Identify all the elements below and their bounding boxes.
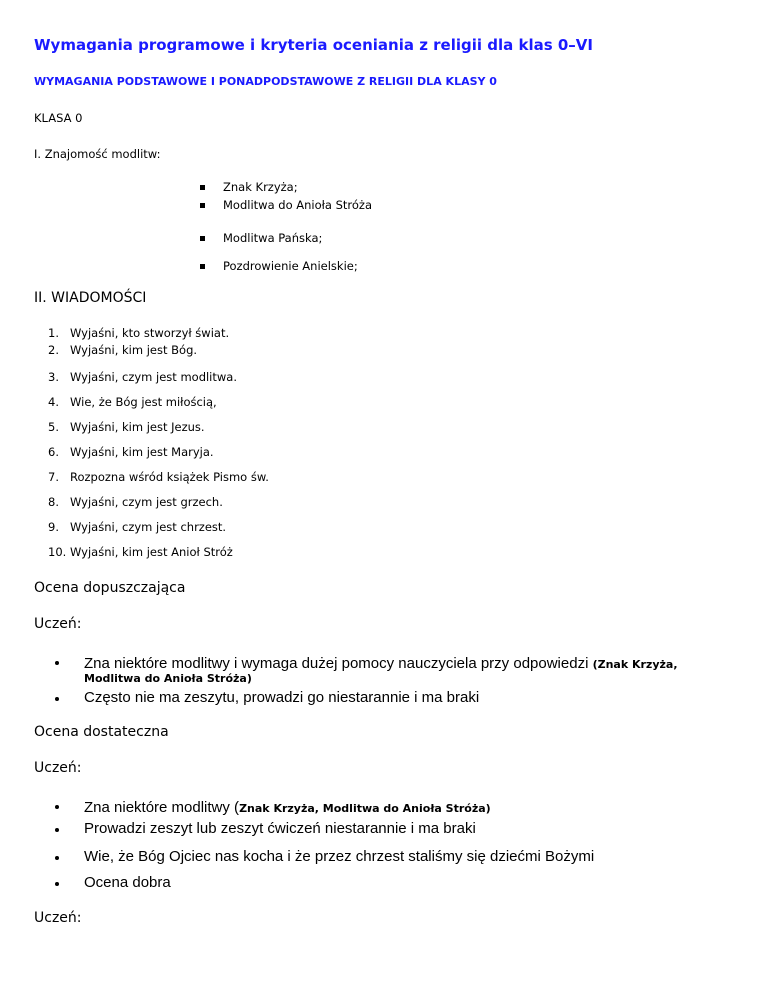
criteria-item [84, 653, 678, 672]
bullet-dot-icon [55, 882, 59, 886]
criteria-item: Wie, że Bóg Ojciec nas kocha i że przez chrzest staliśmy się dziećmi Bożymi [84, 848, 595, 865]
bullet-square-icon [200, 185, 205, 190]
knowledge-item-num: 3. [48, 370, 59, 384]
knowledge-item: Wyjaśni, czym jest chrzest. [70, 520, 227, 534]
knowledge-item: Wyjaśni, kim jest Jezus. [70, 420, 205, 434]
grade-heading: Ocena dostateczna [34, 724, 169, 740]
prayer-item: Modlitwa do Anioła Stróża [223, 198, 373, 212]
document-title: Wymagania programowe i kryteria oceniania z religii dla klas 0–VI [34, 36, 593, 54]
knowledge-item-num: 4. [48, 395, 59, 409]
bullet-dot-icon [55, 661, 59, 665]
knowledge-item: Wyjaśni, kto stworzył świat. [70, 326, 230, 340]
prayer-names-bold: Modlitwa do Anioła Stróża) [84, 672, 252, 685]
criteria-text: Zna niektóre modlitwy ( [84, 799, 240, 816]
student-label: Uczeń: [34, 616, 82, 632]
prayer-item: Pozdrowienie Anielskie; [223, 259, 358, 273]
criteria-item: Prowadzi zeszyt lub zeszyt ćwiczeń niestarannie i ma braki [84, 820, 476, 837]
knowledge-item-num: 10. [48, 545, 67, 559]
prayer-item: Modlitwa Pańska; [223, 231, 323, 245]
bullet-square-icon [200, 264, 205, 269]
student-label: Uczeń: [34, 760, 82, 776]
knowledge-item: Wyjaśni, kim jest Maryja. [70, 445, 214, 459]
knowledge-item: Wyjaśni, czym jest modlitwa. [70, 370, 237, 384]
knowledge-item-num: 1. [48, 326, 59, 340]
knowledge-item: Wie, że Bóg jest miłością, [70, 395, 217, 409]
bullet-dot-icon [55, 805, 59, 809]
bullet-square-icon [200, 236, 205, 241]
criteria-item: Ocena dobra [84, 874, 171, 891]
class-label: KLASA 0 [34, 111, 83, 125]
knowledge-item: Rozpozna wśród książek Pismo św. [70, 470, 269, 484]
knowledge-item-num: 8. [48, 495, 59, 509]
knowledge-item-num: 7. [48, 470, 59, 484]
grade-heading: Ocena dopuszczająca [34, 580, 186, 596]
bullet-square-icon [200, 203, 205, 208]
criteria-item [84, 797, 491, 816]
section2-heading: II. WIADOMOŚCI [34, 290, 147, 306]
bullet-dot-icon [55, 828, 59, 832]
knowledge-item-num: 2. [48, 343, 59, 357]
prayer-names-bold: (Znak Krzyża, [592, 658, 678, 671]
knowledge-item-num: 6. [48, 445, 59, 459]
knowledge-item-num: 5. [48, 420, 59, 434]
prayer-names-bold: Znak Krzyża, Modlitwa do Anioła Stróża) [239, 802, 491, 815]
student-label: Uczeń: [34, 910, 82, 926]
document-subtitle: WYMAGANIA PODSTAWOWE I PONADPODSTAWOWE Z RELIGII DLA KLASY 0 [34, 75, 497, 88]
section1-heading: I. Znajomość modlitw: [34, 147, 161, 161]
knowledge-item: Wyjaśni, czym jest grzech. [70, 495, 223, 509]
knowledge-item-num: 9. [48, 520, 59, 534]
bullet-dot-icon [55, 697, 59, 701]
knowledge-item: Wyjaśni, kim jest Anioł Stróż [70, 545, 233, 559]
criteria-item: Często nie ma zeszytu, prowadzi go niestarannie i ma braki [84, 689, 480, 706]
criteria-text: Zna niektóre modlitwy i wymaga dużej pomocy nauczyciela przy odpowiedzi [84, 655, 593, 672]
prayer-item: Znak Krzyża; [223, 180, 298, 194]
knowledge-item: Wyjaśni, kim jest Bóg. [70, 343, 198, 357]
bullet-dot-icon [55, 856, 59, 860]
